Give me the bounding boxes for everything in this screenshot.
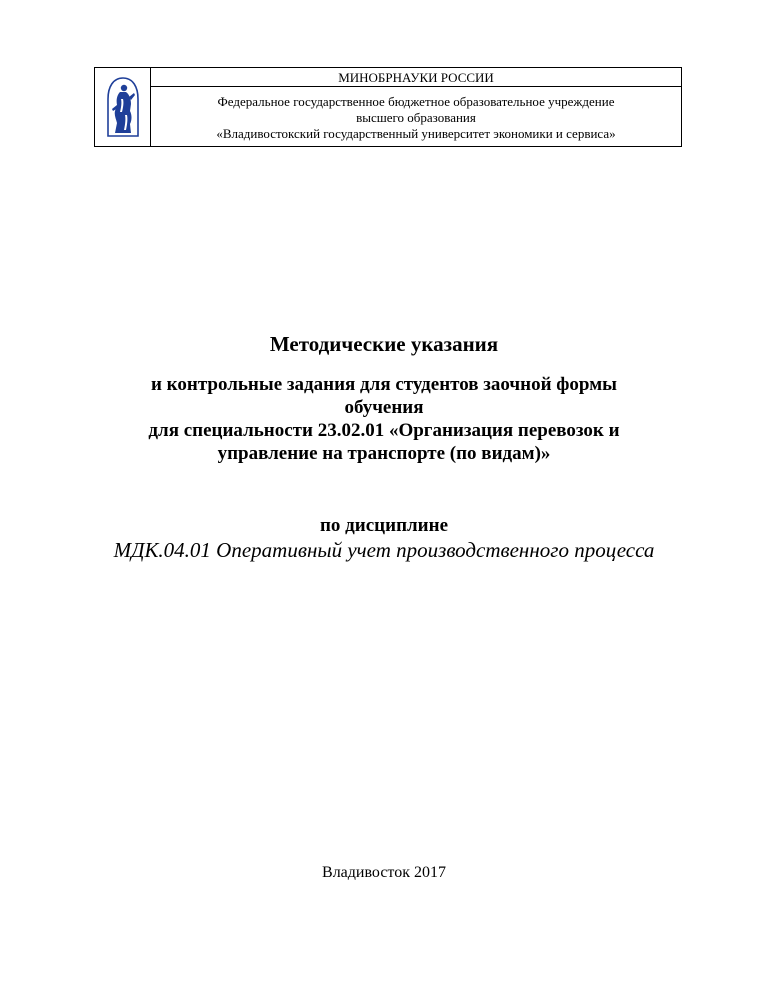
header-table bbox=[94, 67, 682, 147]
institution-line: высшего образования bbox=[356, 109, 476, 125]
university-statue-logo-icon bbox=[103, 75, 143, 139]
discipline-name: МДК.04.01 Оперативный учет производственного процесса bbox=[113, 538, 655, 562]
subtitle-line: и контрольные задания для студентов заочной формы bbox=[150, 374, 617, 395]
institution-line: «Владивостокский государственный университет экономики и сервиса» bbox=[216, 125, 616, 141]
subtitle-line: для специальности 23.02.01 «Организация перевозок и bbox=[148, 420, 620, 441]
discipline-label: по дисциплине bbox=[319, 515, 449, 536]
institution-line: Федеральное государственное бюджетное образовательное учреждение bbox=[217, 93, 615, 109]
document-subtitle bbox=[60, 373, 708, 465]
ministry-name: МИНОБРНАУКИ РОССИИ bbox=[151, 68, 681, 87]
subtitle-line: обучения bbox=[344, 397, 424, 418]
subtitle-line: управление на транспорте (по видам)» bbox=[217, 443, 551, 464]
document-title: Методические указания bbox=[269, 332, 499, 356]
header-text-cell bbox=[151, 68, 681, 146]
city-year: Владивосток 2017 bbox=[322, 864, 446, 881]
logo-cell bbox=[95, 68, 151, 146]
institution-name bbox=[151, 87, 681, 146]
